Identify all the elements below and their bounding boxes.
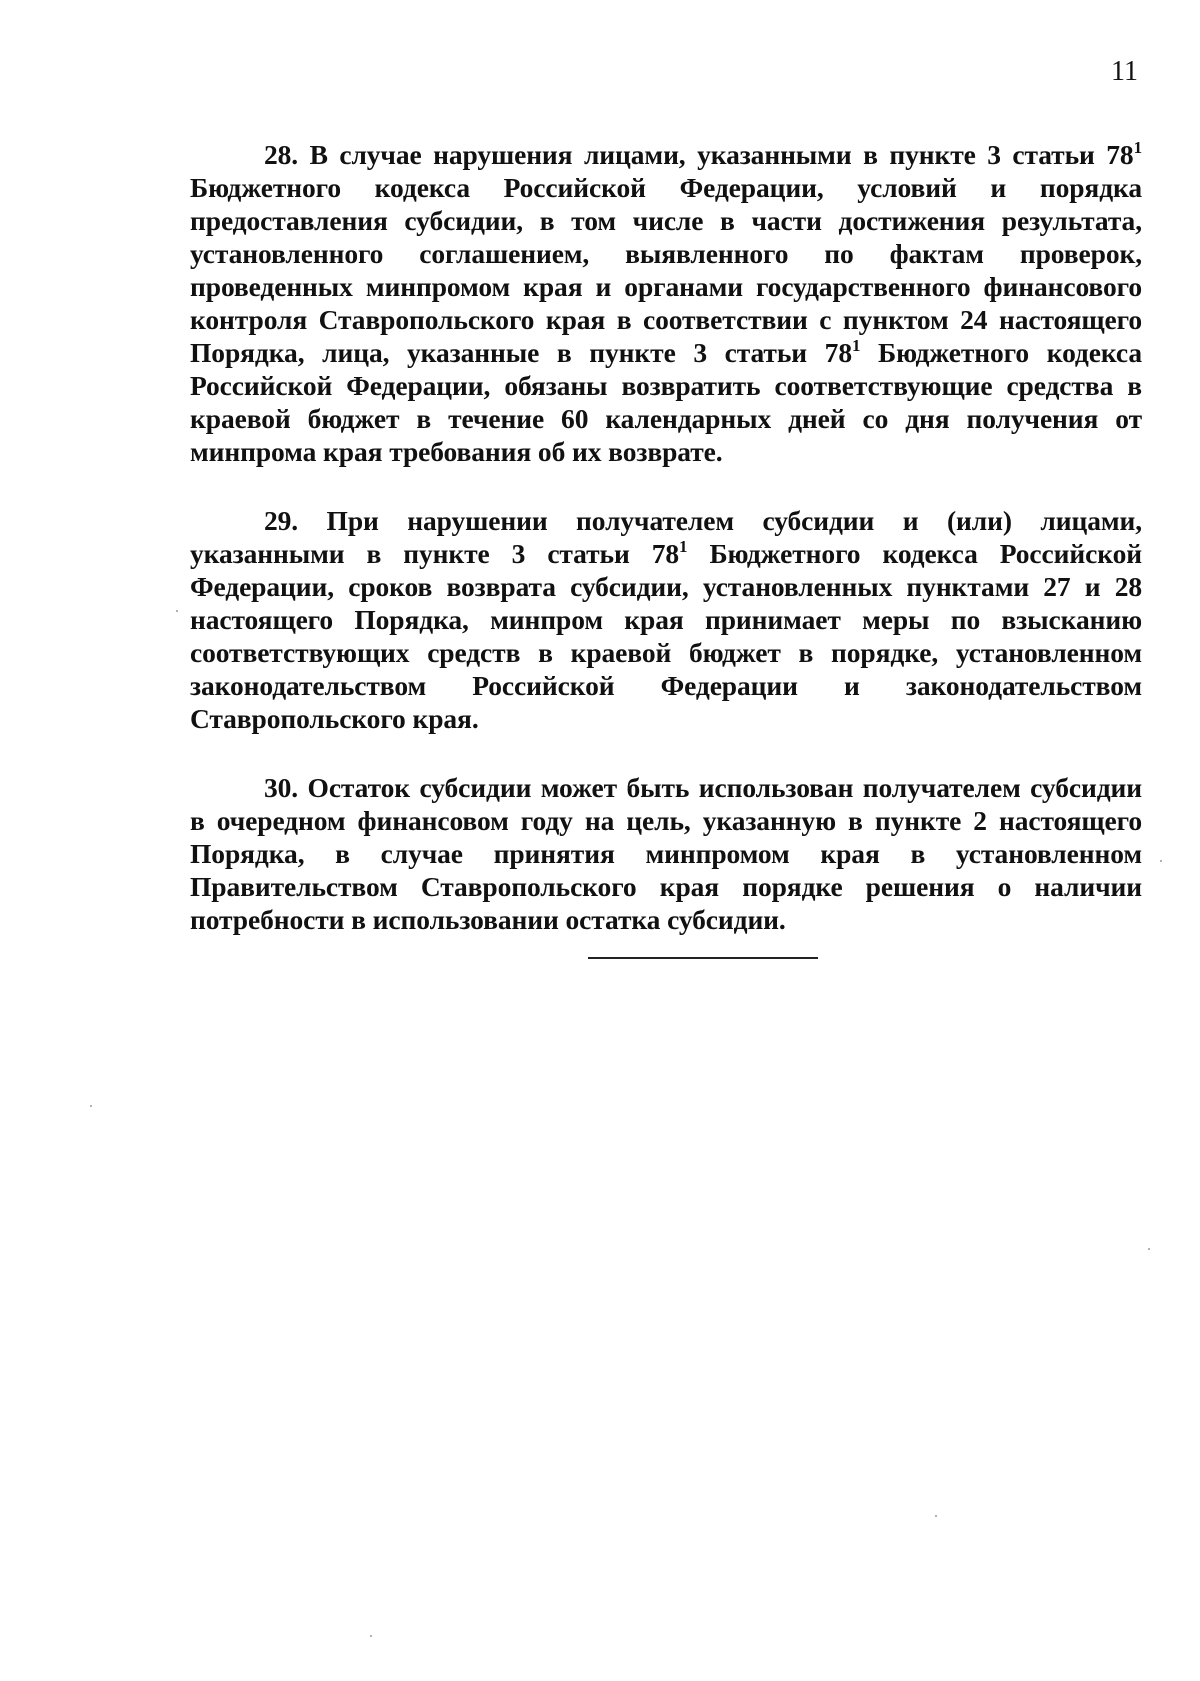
scan-speck	[176, 610, 178, 612]
scan-speck	[935, 1515, 937, 1517]
scan-speck	[1148, 1248, 1150, 1250]
scan-speck	[1160, 860, 1162, 862]
scan-speck	[370, 1635, 372, 1637]
scan-speck	[90, 1105, 92, 1107]
page-number: 11	[1111, 56, 1138, 87]
paragraph-29	[190, 504, 1142, 735]
superscript-1: 1	[852, 336, 861, 355]
paragraph-29-text-part2: Бюджетного кодекса Российской Федерации, сроков возврата субсидии, установленных пунктами 27 и 28 настоящего Порядка, минпром края принимает меры по взысканию соответствующих средств в краевой бюджет в порядке, установленном законодательством Российской Федерации и законодательством Ставропольского края.	[190, 538, 1143, 734]
paragraph-28-text-part2: Бюджетного кодекса Российской Федерации, условий и порядка предоставления субсидии, в том числе в части достижения результата, установленного соглашением, выявленного по фактам проверок, проведенных минпромом края и органами государственного финансового контроля Ставропольского края в соответствии с пунктом 24 настоящего Порядка, лица, указанные в пункте 3 статьи 78	[190, 172, 1142, 368]
document-body	[190, 138, 1142, 972]
paragraph-29-text-part1: 29. При нарушении получателем субсидии и (или) лицами, указанными в пункте 3 статьи 78	[190, 505, 1142, 569]
superscript-1: 1	[679, 537, 688, 556]
end-of-document-rule	[588, 957, 818, 959]
paragraph-28	[190, 138, 1142, 468]
paragraph-30: 30. Остаток субсидии может быть использован получателем субсидии в очередном финансовом году на цель, указанную в пункте 2 настоящего Порядка, в случае принятия минпромом края в установленном Правительством Ставропольского края порядке решения о наличии потребности в использовании остатка субсидии.	[190, 772, 1142, 935]
paragraph-28-text-part3: Бюджетного кодекса Российской Федерации, обязаны возвратить соответствующие средства в краевой бюджет в течение 60 календарных дней со дня получения от минпрома края требования об их возврате.	[190, 337, 1143, 467]
superscript-1: 1	[1133, 138, 1142, 157]
paragraph-28-text-part1: 28. В случае нарушения лицами, указанными в пункте 3 статьи 78	[264, 139, 1134, 170]
